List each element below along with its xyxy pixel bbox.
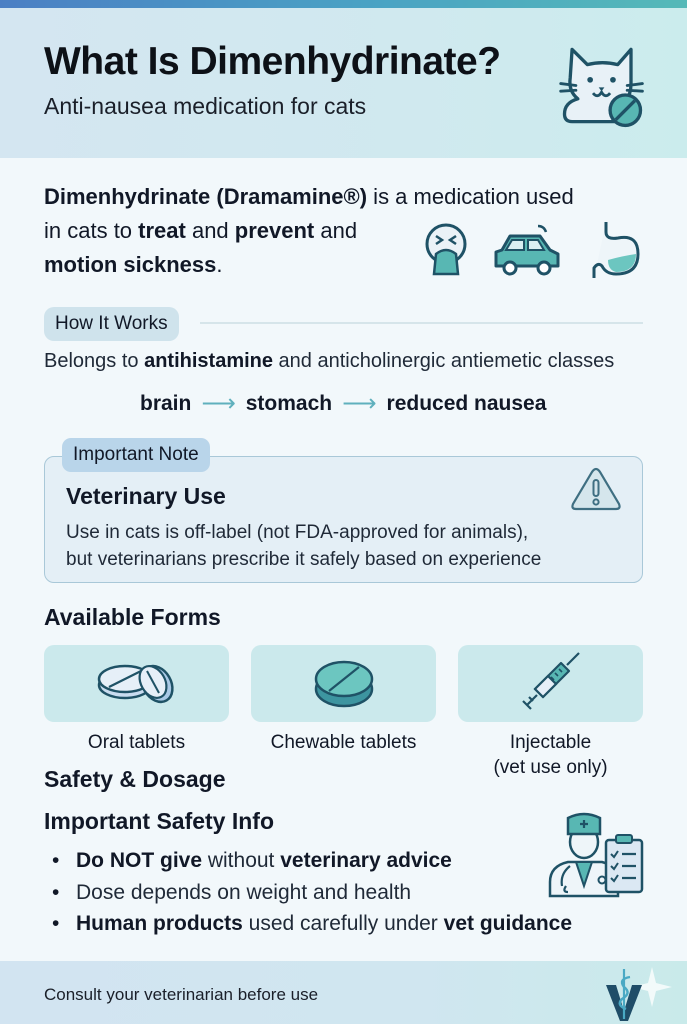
chewable-tablet-icon (313, 659, 375, 709)
note-body: Use in cats is off-label (not FDA-approved for animals), but veterinarians prescribe it safely based on experience (66, 522, 542, 570)
form-card-injectable (458, 645, 643, 722)
warning-triangle-icon (570, 466, 622, 512)
symptom-icons (420, 220, 650, 280)
arrow-right-icon: ⟶ (201, 390, 236, 417)
car-icon (492, 220, 564, 280)
page-title: What Is Dimenhydrinate? (44, 40, 501, 83)
form-card-oral-tablets (44, 645, 229, 722)
section-divider (200, 322, 643, 324)
safety-dosage-title: Safety & Dosage (44, 766, 226, 792)
form-card-chewable-tablets (251, 645, 436, 722)
drug-name: Dimenhydrinate (Dramamine®) (44, 184, 368, 209)
cat-no-sign-icon (555, 38, 650, 133)
list-item: • Human products used carefully under vet guidance (52, 908, 572, 940)
page-subtitle: Anti-nausea medication for cats (44, 93, 367, 119)
list-item: • Do NOT give without veterinary advice (52, 845, 572, 877)
footer-disclaimer: Consult your veterinarian before use (44, 985, 319, 1004)
drug-class-description: Belongs to antihistamine and anticholinergic antiemetic classes (44, 350, 615, 372)
syringe-icon (521, 651, 581, 717)
vomiting-face-icon (422, 220, 472, 280)
veterinarian-clipboard-icon (546, 810, 646, 900)
tablets-icon (95, 659, 179, 709)
note-title: Veterinary Use (66, 483, 226, 509)
arrow-right-icon: ⟶ (342, 390, 377, 417)
form-label-chewable: Chewable tablets (270, 732, 417, 753)
flow-step-brain: brain (140, 391, 192, 415)
safety-bullet-list (52, 845, 572, 940)
how-it-works-label: How It Works (44, 307, 179, 341)
available-forms-title: Available Forms (44, 604, 221, 630)
vet-caduceus-logo-icon (600, 965, 680, 1023)
safety-info-title: Important Safety Info (44, 808, 275, 834)
flow-step-result: reduced nausea (386, 391, 547, 415)
important-note-tag: Important Note (62, 438, 210, 472)
flow-step-stomach: stomach (245, 391, 333, 415)
list-item: • Dose depends on weight and health (52, 877, 572, 909)
form-label-oral: Oral tablets (87, 732, 186, 753)
stomach-icon (588, 220, 644, 280)
mechanism-flow (140, 389, 546, 418)
form-label-injectable: Injectable (vet use only) (493, 732, 608, 778)
top-accent-bar (0, 0, 687, 8)
